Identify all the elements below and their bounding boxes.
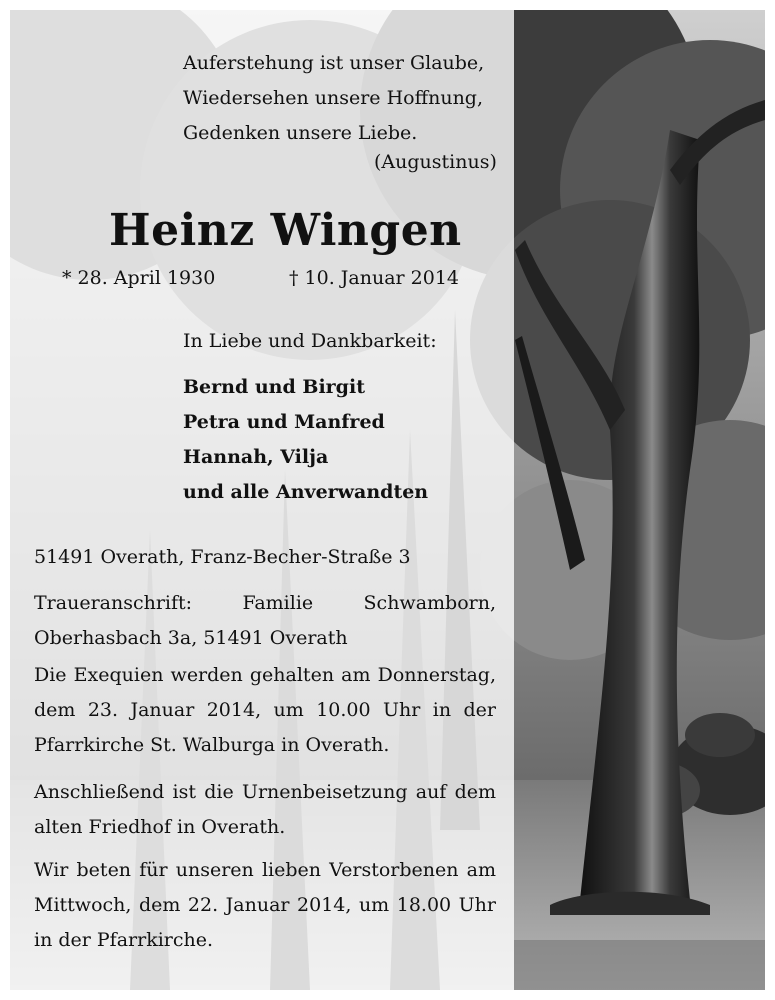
prayer-notice: Wir beten für unseren lieben Verstorbenen am Mittwoch, dem 22. Januar 2014, um 18.00 Uhr in der Pfarrkirche.: [34, 859, 496, 951]
deceased-name: Heinz Wingen: [109, 205, 462, 256]
quote-source: (Augustinus): [374, 151, 497, 173]
residence-address: 51491 Overath, Franz-Becher-Straße 3: [34, 546, 411, 568]
mourning-address: Traueranschrift: Familie Schwamborn, Oberhasbach 3a, 51491 Overath: [34, 592, 496, 649]
text-panel: [10, 10, 514, 990]
mourner-name: Hannah, Vilja: [183, 446, 329, 468]
mourner-name: Bernd und Birgit: [183, 376, 365, 398]
quote: [183, 46, 484, 151]
mourners-intro: In Liebe und Dankbarkeit:: [183, 330, 437, 352]
quote-line: Auferstehung ist unser Glaube,: [183, 52, 485, 74]
funeral-mass-notice: Die Exequien werden gehalten am Donnerstag, dem 23. Januar 2014, um 10.00 Uhr in der Pfarrkirche St. Walburga in Overath.: [34, 664, 496, 756]
birth-date: * 28. April 1930: [62, 267, 216, 289]
burial-notice: Anschließend ist die Urnenbeisetzung auf dem alten Friedhof in Overath.: [34, 781, 496, 838]
obituary-notice: [10, 10, 765, 990]
mourners-list: [183, 370, 428, 510]
mourner-name: Petra und Manfred: [183, 411, 385, 433]
quote-line: Wiedersehen unsere Hoffnung,: [183, 87, 484, 109]
quote-line: Gedenken unsere Liebe.: [183, 122, 418, 144]
death-date: † 10. Januar 2014: [289, 267, 460, 289]
mourner-name: und alle Anverwandten: [183, 481, 429, 503]
